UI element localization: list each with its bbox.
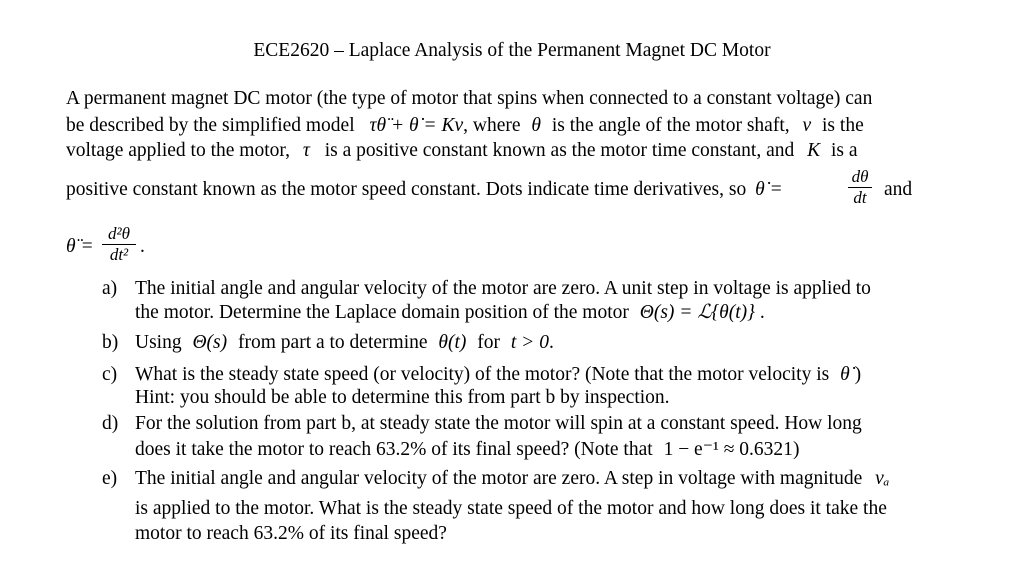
e-approximation: 1 − e⁻¹ ≈ 0.6321 xyxy=(663,439,793,460)
fraction-denominator: dt² xyxy=(109,245,129,264)
fraction-numerator: dθ xyxy=(851,167,869,186)
item-e-label: e) xyxy=(102,468,118,489)
K-symbol: K xyxy=(807,140,821,161)
item-a-line-2 xyxy=(135,302,765,324)
t-positive: t > 0 xyxy=(510,332,549,353)
item-text: ) xyxy=(792,439,800,460)
item-a-label: a) xyxy=(102,278,118,299)
item-text: ) xyxy=(854,364,862,385)
item-b-label: b) xyxy=(102,332,119,353)
item-text: does it take the motor to reach 63.2% of its final speed? (Note that xyxy=(135,439,653,460)
motor-model-equation: τθ̈ + θ̇ = Kv xyxy=(369,115,464,136)
intro-period: . xyxy=(140,236,145,257)
intro-text: voltage applied to the motor, xyxy=(66,140,290,161)
item-text: The initial angle and angular velocity of the motor are zero. A step in voltage with magnitude xyxy=(135,468,863,489)
intro-text: be described by the simplified model xyxy=(66,115,355,136)
item-text: . xyxy=(759,302,765,323)
intro-line-4 xyxy=(66,179,783,201)
item-d-line-1: For the solution from part b, at steady state the motor will spin at a constant speed. How long xyxy=(135,413,862,434)
theta-dot-equation: θ̇ = xyxy=(755,179,783,200)
item-d-line-2 xyxy=(135,439,799,461)
intro-text: is a xyxy=(831,140,858,161)
intro-text: is the angle of the motor shaft, xyxy=(551,115,790,136)
item-c-line-1 xyxy=(135,364,861,386)
item-text: the motor. Determine the Laplace domain position of the motor xyxy=(135,302,629,323)
Theta-of-s: Θ(s) xyxy=(192,332,228,353)
item-e-line-2: is applied to the motor. What is the steady state speed of the motor and how long does it take the xyxy=(135,498,887,519)
intro-line-1: A permanent magnet DC motor (the type of motor that spins when connected to a constant voltage) can xyxy=(66,88,873,109)
intro-text: , where xyxy=(463,115,521,136)
tau-symbol: τ xyxy=(302,140,310,161)
item-b-line-1 xyxy=(135,332,554,354)
intro-line-3 xyxy=(66,140,858,162)
theta-ddot-equation: θ̈ = xyxy=(66,236,94,257)
intro-line-2 xyxy=(66,115,864,137)
item-text: for xyxy=(477,332,501,353)
item-c-label: c) xyxy=(102,364,118,385)
theta-of-t: θ(t) xyxy=(438,332,467,353)
item-text: Using xyxy=(135,332,182,353)
laplace-position-equation: Θ(s) = ℒ{θ(t)} xyxy=(639,302,755,323)
item-e-line-1 xyxy=(135,468,889,490)
document-title: ECE2620 – Laplace Analysis of the Permanent Magnet DC Motor xyxy=(253,40,771,61)
v-symbol: v xyxy=(802,115,812,136)
va-symbol: vₐ xyxy=(875,468,890,489)
item-text: What is the steady state speed (or velocity) of the motor? (Note that the motor velocity is xyxy=(135,364,830,385)
intro-text: is the xyxy=(822,115,864,136)
intro-text: positive constant known as the motor speed constant. Dots indicate time derivatives, so xyxy=(66,179,747,200)
item-d-label: d) xyxy=(102,413,119,434)
item-text: from part a to determine xyxy=(238,332,428,353)
intro-and: and xyxy=(884,179,913,200)
fraction-numerator: d²θ xyxy=(108,224,130,243)
intro-text: is a positive constant known as the motor time constant, and xyxy=(324,140,795,161)
theta-symbol: θ xyxy=(531,115,541,136)
theta-dot: θ̇ xyxy=(840,364,850,385)
item-c-line-2: Hint: you should be able to determine this from part b by inspection. xyxy=(135,387,670,408)
dtheta-dt-fraction xyxy=(848,168,872,207)
item-e-line-3: motor to reach 63.2% of its final speed? xyxy=(135,523,447,544)
d2theta-dt2-fraction xyxy=(102,225,136,264)
item-a-line-1: The initial angle and angular velocity of the motor are zero. A unit step in voltage is applied to xyxy=(135,278,871,299)
item-text: . xyxy=(548,332,554,353)
fraction-denominator: dt xyxy=(853,188,867,207)
